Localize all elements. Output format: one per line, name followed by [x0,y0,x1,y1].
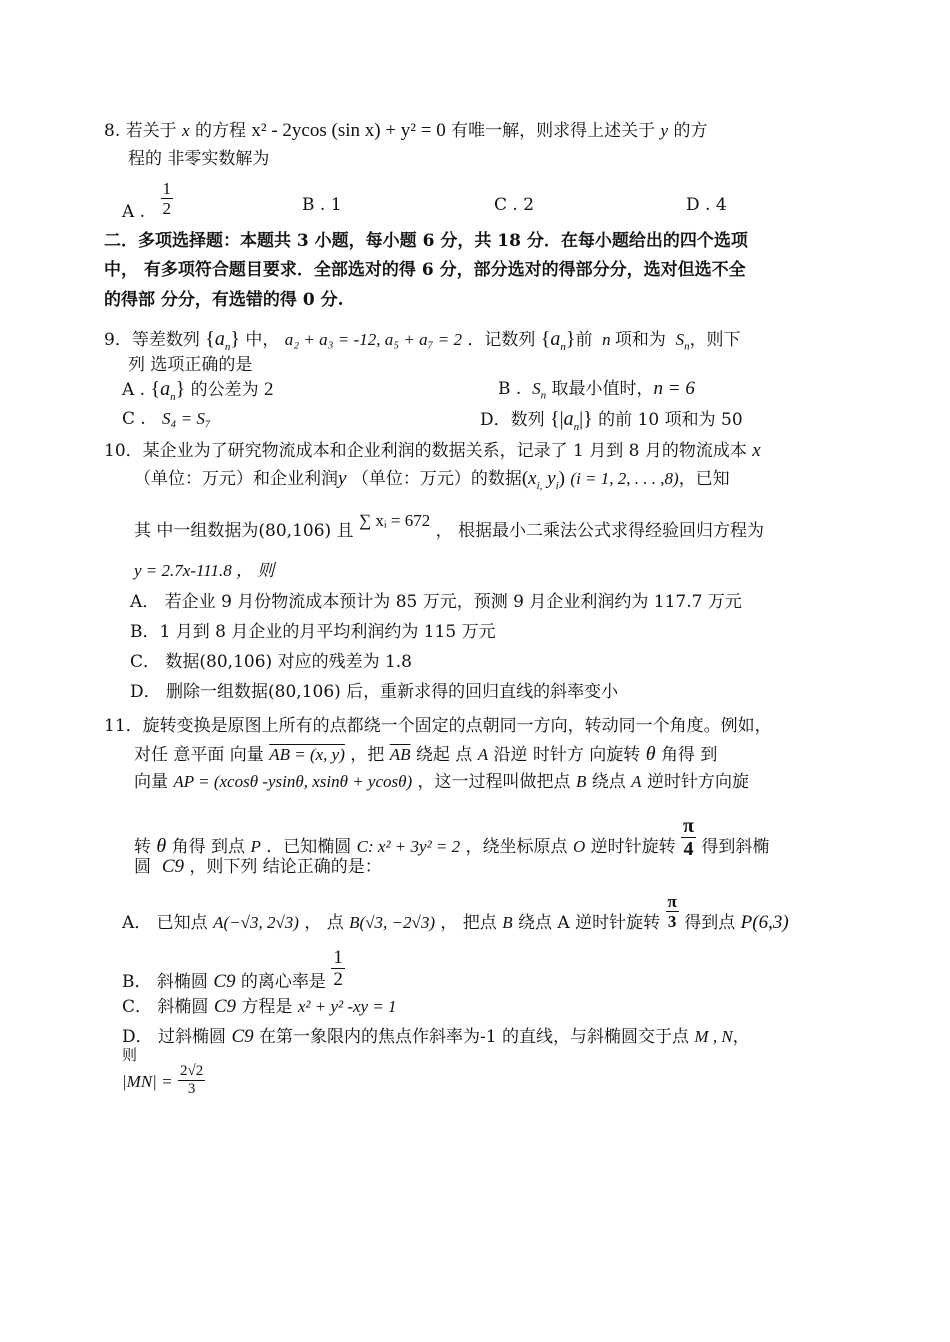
q10-line1: 10．某企业为了研究物流成本和企业利润的数据关系，记录了 1 月到 8 月的物流成本 x [104,440,761,461]
q11-line3: 向量 AP = (xcosθ -ysinθ, xsinθ + ycosθ) ，这一过程叫做把点 B 绕点 A 逆时针方向旋 [134,772,749,792]
q8-equation: x² - 2ycos (sin x) + y² = 0 [251,120,446,141]
q8-line1: 8. 若关于 x 的方程 x² - 2ycos (sin x) + y² = 0 有唯一解，则求得上述关于 y 的方 [104,120,708,141]
q11-line2: 对任 意平面 向量 AB = (x, y) ，把 $\overline{AB}$ 绕起 点 A 沿逆 时针方 向旋转 θ 角得 到 [134,743,718,765]
section2-header-line3: 的得部 分分，有选错的得 0 分. [104,290,344,310]
point-a: A(−√3, 2√3) [213,913,299,932]
q8-options [122,179,173,231]
q10-option-b: B．1 月到 8 月企业的月平均利润约为 115 万元 [130,622,496,642]
q8-option-b: B . 1 [302,195,342,215]
q9-option-d: D．数列 $\{|a_n|\}$ 的前 10 项和为 50 [480,408,743,433]
q11-option-b: B． 斜椭圆 C9 的离心率是 $\frac{1}{2}$ [122,947,343,992]
q10-line3: 其 中一组数据为(80,106) 且 ∑ xᵢ = 672 ， 根据最小二乘法公式求得经验回归方程为 [134,511,765,541]
q11-pi-over-3: $\frac{\pi}{3}$ [667,892,677,931]
q11-line4: 转 θ 角得 到点 P ．已知椭圆 C: x² + 3y² = 2 ，绕坐标原点 O 逆时针旋转 $\frac{\pi}{4}$ 得到斜椭 [134,815,770,860]
q10-option-a: A． 若企业 9 月份物流成本预计为 85 万元，预测 9 月企业利润约为 117.7 万元 [130,592,742,612]
q11-line1: 11．旋转变换是原图上所有的点都绕一个固定的点朝同一方向，转动同一个角度。例如， [104,716,772,736]
point-b: B(√3, −2√3) [349,913,435,932]
q10-option-d: D． 删除一组数据(80,106) 后，重新求得的回归直线的斜率变小 [130,682,619,702]
q9-option-a: A . $\{a_n\}$ 的公差为 2 [122,378,274,403]
q9-option-b: B . $S_n$ 取最小值时，n = 6 [498,378,695,402]
q8-option-a-fraction: $\frac{1}{2}$ [162,179,171,218]
point-p: P(6,3) [740,912,789,933]
q8-number: 8. 若关于 [104,121,177,141]
q9-line1: 9．等差数列 $\{a_n\}$ 中， a₂ + a₃ = -12, a₅ + a₇ = 2 ．记数列 $\{a_n\}$前 n 项和为 $S_n$，则下 [104,328,741,353]
q10-option-c: C． 数据(80,106) 对应的残差为 1.8 [130,652,413,672]
q11-option-c: C． 斜椭圆 C9 方程是 x² + y² -xy = 1 [122,996,397,1017]
q10-sum-formula: ∑ xᵢ = 672 [358,511,431,530]
q11-option-d: D． 过斜椭圆 C9 在第一象限内的焦点作斜率为-1 的直线，与斜椭圆交于点 M , N， [122,1026,750,1047]
q10-line2: （单位：万元）和企业利润y （单位：万元）的数据($x_{i,}$ $y_i$) (i = 1, 2, . . . ,8)，已知 [134,468,730,492]
q8-option-d: D . 4 [686,195,727,215]
q11-half-fraction: $\frac{1}{2}$ [333,947,343,990]
q11-option-d-then: 则 [122,1046,138,1064]
q9-line2: 列 选项正确的是 [128,355,253,375]
q8-option-a: A . [122,202,146,222]
section2-header-line2: 中， 有多项符合题目要求．全部选对的得 6 分，部分选对的得部分分，选对但选不全 [104,260,746,280]
section2-header-line1: 二．多项选择题：本题共 3 小题，每小题 6 分，共 18 分．在每小题给出的四个选项 [104,231,748,251]
q11-pi-over-4: $\frac{\pi}{4}$ [683,815,695,860]
q11-option-a: A． 已知点 A(−√3, 2√3) ， 点 B(√3, −2√3) ， 把点 B 绕点 A 逆时针旋转 $\frac{\pi}{3}$ 得到点 P(6,3) [122,892,789,933]
q10-regression: y = 2.7x-111.8 ， 则 [134,561,275,580]
q8-line2: 程的 非零实数解为 [128,149,270,169]
q9-option-c: C . S₄ = S₇ [122,409,211,429]
q8-option-c: C . 2 [494,195,535,215]
q9-condition: a₂ + a₃ = -12, a₅ + a₇ = 2 [284,330,462,349]
q11-mn-formula: |MN| = $\frac{2√2}{3}$ [122,1063,204,1097]
q11-line5: 圆 C9 ，则下列 结论正确的是： [134,856,382,877]
